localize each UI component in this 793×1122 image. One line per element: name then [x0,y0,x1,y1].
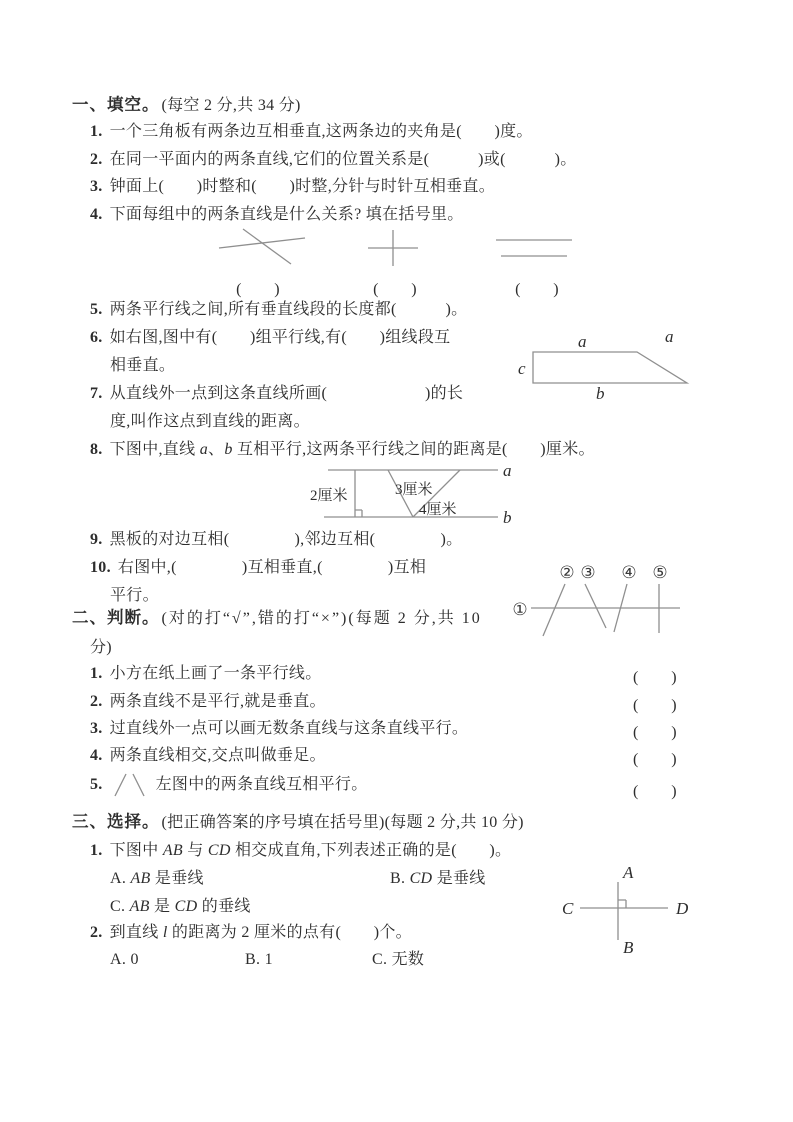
choice-q2-option-b: B. 1 [245,951,273,968]
section1-header [72,95,301,116]
fill-q4: 4. 下面每组中的两条直线是什么关系? 填在括号里。 [90,206,464,223]
choice-q2-option-c: C. 无数 [372,951,425,968]
judge-q1-blank: ( ) [633,669,677,686]
fill-q10-line1: 10. 右图中,( )互相垂直,( )互相 [90,559,427,576]
section2-title: 二、判断。 [72,608,160,627]
line-3 [585,584,606,628]
fill-q7-line2: 度,叫作这点到直线的距离。 [110,413,310,430]
parallel-distance-figure [298,458,528,528]
judge-q3: 3. 过直线外一点可以画无数条直线与这条直线平行。 [90,720,469,737]
point-a-label: A [623,863,634,882]
label-4cm: 4厘米 [419,502,457,518]
fill-q8: 8. 下图中,直线 a、b 互相平行,这两条平行线之间的距离是( )厘米。 [90,441,595,458]
judge-q4: 4. 两条直线相交,交点叫做垂足。 [90,747,326,764]
q4-answer-blank-2: ( ) [373,281,417,298]
circled-5-label: ⑤ [652,563,668,582]
two-slanted-lines-figure [112,772,148,798]
choice-q2-option-a: A. 0 [110,951,139,968]
choice-q2: 2. 到直线 l 的距离为 2 厘米的点有( )个。 [90,924,412,941]
section2-header [72,608,482,629]
choice-q1-option-b: B. CD 是垂线 [390,870,486,887]
label-3cm: 3厘米 [395,482,433,498]
section3-title: 三、选择。 [72,812,160,831]
circled-4-label: ④ [621,563,637,582]
point-b-label: B [623,938,634,957]
section1-note: (每空 2 分,共 34 分) [161,97,301,114]
fill-q9: 9. 黑板的对边互相( ),邻边互相( )。 [90,531,463,548]
judge-q3-blank: ( ) [633,724,677,741]
judge-q5-blank: ( ) [633,783,677,800]
q4-answer-blank-3: ( ) [515,281,559,298]
q4-answer-blank-1: ( ) [236,281,280,298]
circled-1-label: ① [512,600,528,619]
line-2 [243,229,291,264]
fill-q1: 1. 一个三角板有两条边互相垂直,这两条边的夹角是( )度。 [90,123,533,140]
numbered-lines-figure [505,556,705,656]
trapezoid-figure [508,326,718,406]
label-line-b: b [503,508,512,527]
fill-q3: 3. 钟面上( )时整和( )时整,分针与时针互相垂直。 [90,178,496,195]
trapezoid-label-b: b [596,384,605,403]
right-angle-mark [355,510,362,517]
circled-3-label: ③ [580,563,596,582]
backslash-line [133,774,144,796]
intersecting-lines-figure [213,226,313,268]
judge-q4-blank: ( ) [633,751,677,768]
slash-line [115,774,126,796]
perpendicular-cross-figure [550,860,700,955]
trapezoid-outline [533,352,687,383]
perpendicular-plus-figure [366,228,420,268]
choice-q1-option-c: C. AB 是 CD 的垂线 [110,898,251,915]
judge-q2-blank: ( ) [633,697,677,714]
parallel-lines-figure [496,234,572,260]
line-2 [543,584,565,636]
fill-q5: 5. 两条平行线之间,所有垂直线段的长度都( )。 [90,301,468,318]
circled-2-label: ② [559,563,575,582]
judge-q1: 1. 小方在纸上画了一条平行线。 [90,665,322,682]
section2-note: (对的打“√”,错的打“×”)(每题 2 分,共 10 [161,610,482,627]
judge-q2: 2. 两条直线不是平行,就是垂直。 [90,693,326,710]
point-d-label: D [676,899,689,918]
section2-note-wrap: 分) [90,639,112,656]
trapezoid-label-a-right: a [665,327,674,346]
fill-q2: 2. 在同一平面内的两条直线,它们的位置关系是( )或( )。 [90,151,577,168]
judge-q5: 5. 左图中的两条直线互相平行。 [90,772,368,798]
section3-note: (把正确答案的序号填在括号里)(每题 2 分,共 10 分) [161,814,524,831]
label-line-a: a [503,461,512,480]
fill-q7-line1: 7. 从直线外一点到这条直线所画( )的长 [90,385,464,402]
trapezoid-label-a-top: a [578,332,587,351]
section3-header [72,812,524,833]
point-c-label: C [562,899,574,918]
trapezoid-label-c: c [518,359,526,378]
choice-q1: 1. 下图中 AB 与 CD 相交成直角,下列表述正确的是( )。 [90,842,512,859]
choice-q1-option-a: A. AB 是垂线 [110,870,204,887]
section1-title: 一、填空。 [72,95,160,114]
right-angle-mark [618,900,626,908]
fill-q6-line2: 相垂直。 [110,357,176,374]
fill-q6-line1: 6. 如右图,图中有( )组平行线,有( )组线段互 [90,329,451,346]
fill-q10-line2: 平行。 [110,587,159,604]
label-2cm: 2厘米 [310,488,348,504]
